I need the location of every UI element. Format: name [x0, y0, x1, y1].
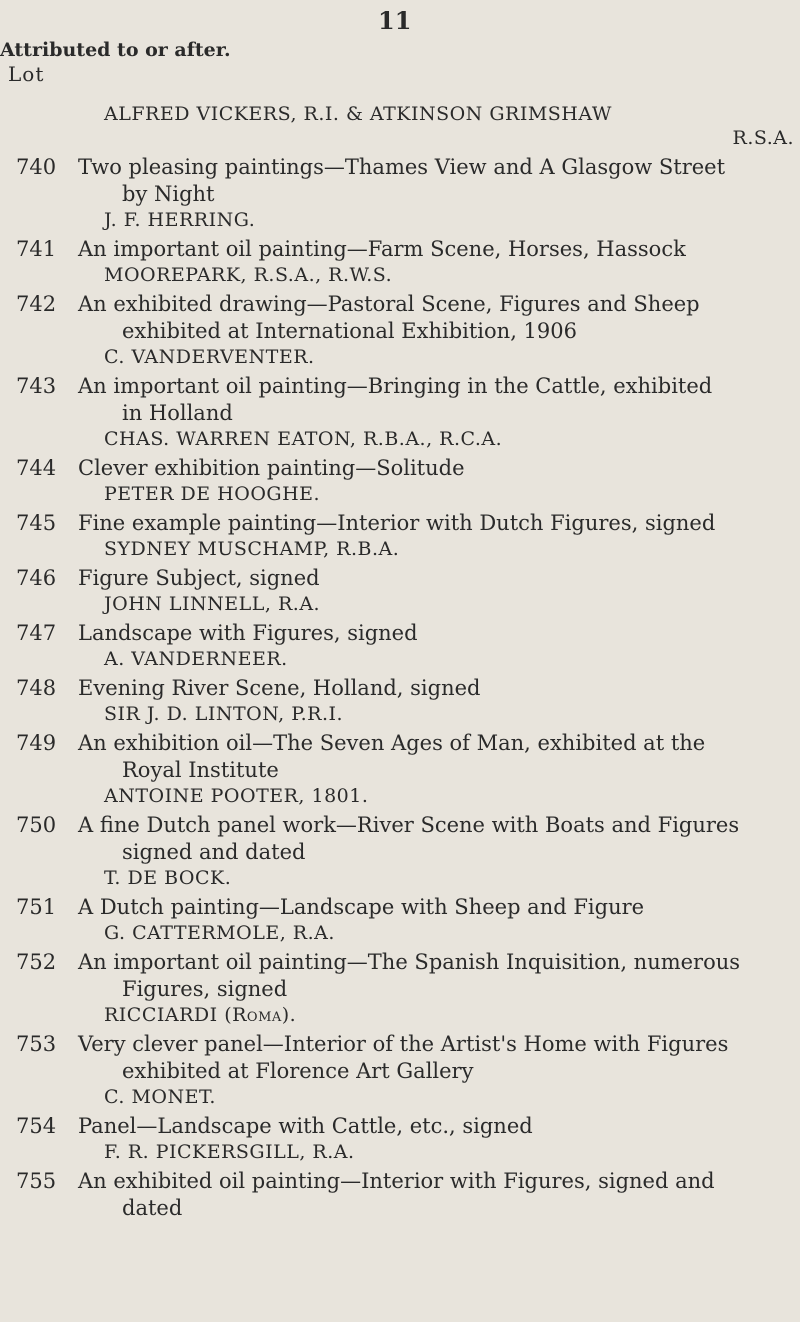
lot-entry [0, 730, 800, 808]
lot-description [78, 1031, 800, 1085]
artist-name: RICCIARDI (Roma). [104, 1004, 297, 1026]
lot-row [0, 510, 800, 537]
lot-description-continuation: signed and dated [122, 840, 306, 864]
lot-description-line: Clever exhibition painting—Solitude [78, 456, 465, 480]
artist-name: G. CATTERMOLE, R.A. [104, 922, 335, 944]
lot-row [0, 154, 800, 208]
lot-description-line: Figure Subject, signed [78, 566, 320, 590]
lot-number: 746 [16, 566, 57, 590]
artist-name: PETER DE HOOGHE. [104, 483, 321, 505]
lot-description-line: An exhibition oil—The Seven Ages of Man, exhibited at the [78, 731, 706, 755]
lot-number: 754 [16, 1114, 57, 1138]
lot-description [78, 236, 800, 263]
lot-number: 745 [16, 511, 57, 535]
lot-row [0, 949, 800, 1003]
lot-description [78, 373, 800, 427]
artist-name: T. DE BOCK. [104, 867, 232, 889]
lot-description-line: Two pleasing paintings—Thames View and A Glasgow Street [78, 155, 726, 179]
lot-description-line: Fine example painting—Interior with Dutch Figures, signed [78, 511, 716, 535]
lot-entry [0, 1113, 800, 1164]
artist-group-header [0, 102, 800, 150]
section-header [0, 38, 231, 86]
lot-row [0, 373, 800, 427]
artist-name: ALFRED VICKERS, R.I. & ATKINSON GRIMSHAW [104, 103, 612, 125]
lot-description-line: Panel—Landscape with Cattle, etc., signed [78, 1114, 533, 1138]
lot-description [78, 565, 800, 592]
lot-row [0, 730, 800, 784]
lot-number: 747 [16, 621, 57, 645]
lot-description-line: Very clever panel—Interior of the Artist's Home with Figures [78, 1032, 729, 1056]
lot-column-label: Lot [8, 62, 45, 86]
lot-row [0, 455, 800, 482]
lot-description-continuation: Royal Institute [122, 758, 279, 782]
lot-description-continuation: exhibited at Florence Art Gallery [122, 1059, 474, 1083]
lot-description [78, 620, 800, 647]
lot-entry [0, 1031, 800, 1109]
lot-description-line: An important oil painting—Farm Scene, Horses, Hassock [78, 237, 686, 261]
lot-row [0, 812, 800, 866]
lot-entry [0, 1168, 800, 1222]
artist-name: J. F. HERRING. [104, 209, 256, 231]
lot-description-continuation: dated [122, 1196, 183, 1220]
lot-row [0, 1031, 800, 1085]
lot-entry [0, 455, 800, 506]
lot-entry [0, 812, 800, 890]
lot-entry [0, 565, 800, 616]
lot-description-continuation: by Night [122, 182, 215, 206]
artist-name: JOHN LINNELL, R.A. [104, 593, 321, 615]
page-number: 11 [378, 6, 412, 35]
lot-description [78, 812, 800, 866]
section-heading: Attributed to or after. [0, 39, 231, 61]
lot-row [0, 236, 800, 263]
lot-description [78, 510, 800, 537]
lot-description-continuation: exhibited at International Exhibition, 1906 [122, 319, 577, 343]
lot-description [78, 1168, 800, 1222]
lot-number: 751 [16, 895, 57, 919]
lot-description [78, 1113, 800, 1140]
lot-entry [0, 949, 800, 1027]
lot-entry [0, 373, 800, 451]
artist-name: CHAS. WARREN EATON, R.B.A., R.C.A. [104, 428, 503, 450]
lot-entry [0, 291, 800, 369]
lot-row [0, 675, 800, 702]
lot-description-continuation: in Holland [122, 401, 233, 425]
lot-description [78, 675, 800, 702]
lot-number: 748 [16, 676, 57, 700]
lot-description-line: An exhibited drawing—Pastoral Scene, Figures and Sheep [78, 292, 700, 316]
artist-name: MOOREPARK, R.S.A., R.W.S. [104, 264, 393, 286]
lot-number: 753 [16, 1032, 57, 1056]
lot-description-line: A fine Dutch panel work—River Scene with Boats and Figures [78, 813, 740, 837]
artist-name: SYDNEY MUSCHAMP, R.B.A. [104, 538, 400, 560]
lot-entry [0, 154, 800, 232]
lot-description-line: A Dutch painting—Landscape with Sheep and Figure [78, 895, 645, 919]
lot-list [0, 102, 800, 1222]
lot-number: 742 [16, 292, 57, 316]
lot-description [78, 455, 800, 482]
lot-row [0, 291, 800, 345]
lot-description [78, 949, 800, 1003]
artist-name: SIR J. D. LINTON, P.R.I. [104, 703, 344, 725]
lot-row [0, 1168, 800, 1222]
artist-name: A. VANDERNEER. [104, 648, 288, 670]
lot-entry [0, 894, 800, 945]
lot-description-line: An important oil painting—Bringing in the Cattle, exhibited [78, 374, 713, 398]
lot-description [78, 730, 800, 784]
lot-description-continuation: Figures, signed [122, 977, 288, 1001]
lot-row [0, 1113, 800, 1140]
artist-name-continuation: R.S.A. [732, 127, 794, 149]
lot-description [78, 154, 800, 208]
lot-number: 740 [16, 155, 57, 179]
lot-entry [0, 236, 800, 287]
lot-description [78, 894, 800, 921]
artist-name: ANTOINE POOTER, 1801. [104, 785, 369, 807]
lot-number: 752 [16, 950, 57, 974]
lot-row [0, 565, 800, 592]
lot-number: 750 [16, 813, 57, 837]
artist-name: C. MONET. [104, 1086, 216, 1108]
lot-row [0, 894, 800, 921]
lot-description-line: Landscape with Figures, signed [78, 621, 418, 645]
lot-entry [0, 620, 800, 671]
lot-number: 755 [16, 1169, 57, 1193]
artist-name: C. VANDERVENTER. [104, 346, 315, 368]
lot-description-line: An exhibited oil painting—Interior with Figures, signed and [78, 1169, 715, 1193]
lot-entry [0, 510, 800, 561]
lot-number: 749 [16, 731, 57, 755]
lot-description-line: Evening River Scene, Holland, signed [78, 676, 481, 700]
lot-row [0, 620, 800, 647]
lot-number: 743 [16, 374, 57, 398]
lot-description-line: An important oil painting—The Spanish Inquisition, numerous [78, 950, 741, 974]
lot-entry [0, 675, 800, 726]
lot-number: 741 [16, 237, 57, 261]
lot-description [78, 291, 800, 345]
artist-name: F. R. PICKERSGILL, R.A. [104, 1141, 355, 1163]
lot-number: 744 [16, 456, 57, 480]
